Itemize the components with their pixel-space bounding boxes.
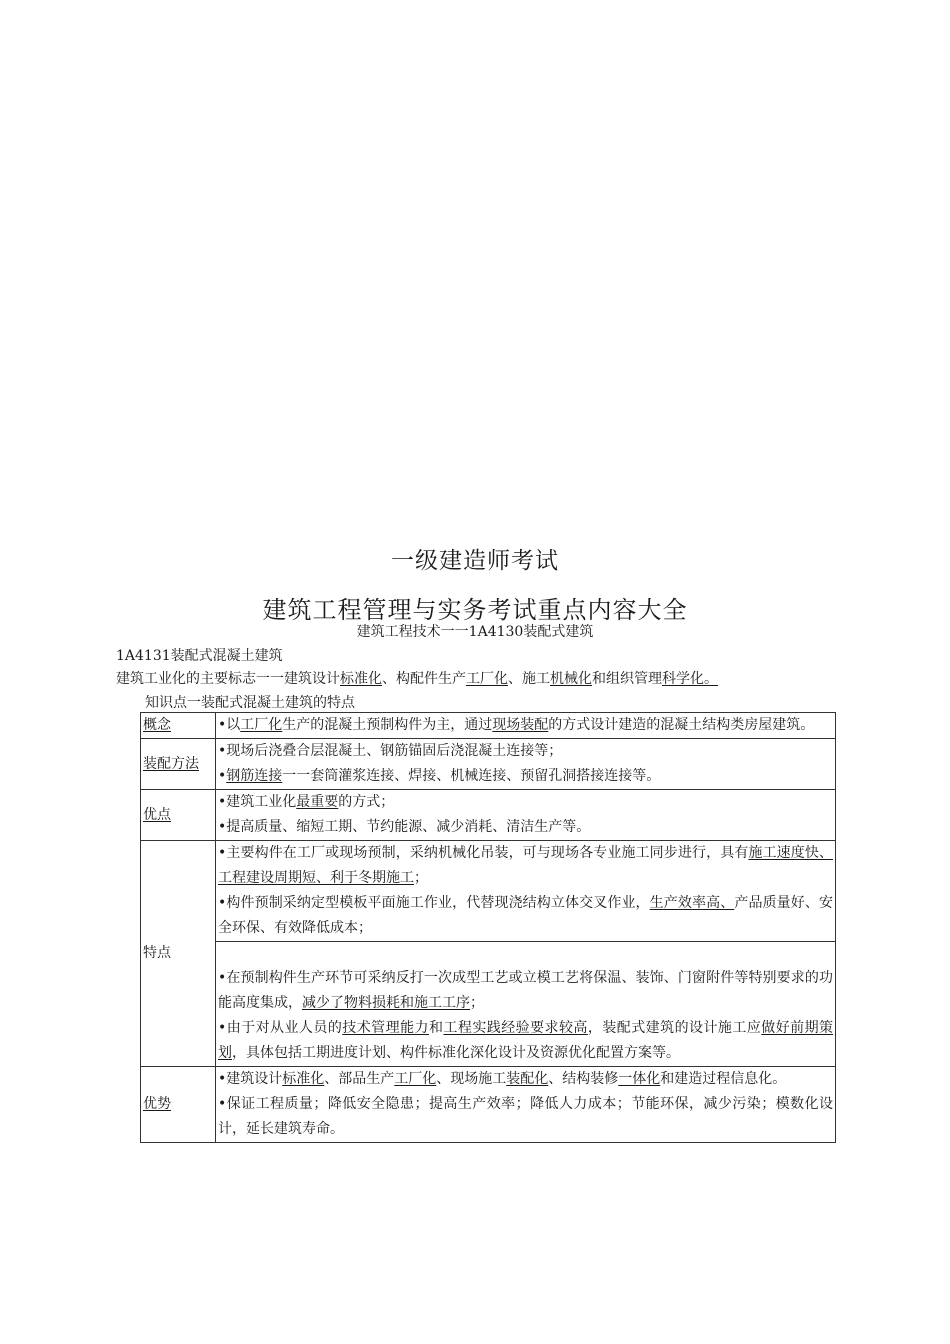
row-content-concept bbox=[216, 713, 836, 739]
document-title: 一级建造师考试 bbox=[391, 548, 559, 574]
row-content-pros bbox=[216, 790, 836, 841]
list-item: •建筑工业化最重要的方式； bbox=[218, 794, 395, 810]
table-row-pros bbox=[141, 790, 836, 841]
list-item: •主要构件在工厂或现场预制，采纳机械化吊装，可与现场各专业施工同步进行，具有施工速度快、工程建设周期短、利于冬期施工； bbox=[218, 845, 834, 886]
table-row-features-a bbox=[141, 841, 836, 942]
list-item: •以工厂化生产的混凝土预制构件为主，通过现场装配的方式设计建造的混凝土结构类房屋建筑。 bbox=[218, 717, 815, 733]
row-content-features-b bbox=[216, 942, 836, 1067]
intro-paragraph: 建筑工业化的主要标志一一建筑设计标准化、构配件生产工厂化、施工机械化和组织管理科学化。 bbox=[116, 671, 718, 687]
row-content-assembly bbox=[216, 739, 836, 790]
table-row-assembly bbox=[141, 739, 836, 790]
document-subtitle: 建筑工程技术一一1A4130装配式建筑 bbox=[356, 624, 594, 640]
section-heading: 1A4131装配式混凝土建筑 bbox=[116, 648, 283, 664]
list-item: •在预制构件生产环节可采纳反打一次成型工艺或立模工艺将保温、装饰、门窗附件等特别要求的功能高度集成，减少了物料损耗和施工工序； bbox=[218, 970, 833, 1011]
document-main-title: 建筑工程管理与实务考试重点内容大全 bbox=[262, 596, 688, 624]
row-label-assembly: 装配方法 bbox=[141, 739, 216, 790]
list-item: •构件预制采纳定型模板平面施工作业，代替现浇结构立体交叉作业，生产效率高、产品质量好、安全环保、有效降低成本； bbox=[218, 895, 834, 936]
table-row-advantages bbox=[141, 1067, 836, 1143]
list-item: •提高质量、缩短工期、节约能源、减少消耗、清洁生产等。 bbox=[218, 819, 591, 835]
row-content-features-a bbox=[216, 841, 836, 942]
table-row-features-b bbox=[141, 942, 836, 1067]
list-item: •现场后浇叠合层混凝土、钢筋锚固后浇混凝土连接等； bbox=[218, 743, 563, 759]
row-label-concept: 概念 bbox=[141, 713, 216, 739]
list-item: •保证工程质量；降低安全隐患；提高生产效率；降低人力成本；节能环保，减少污染；模数化设计，延长建筑寿命。 bbox=[218, 1096, 833, 1137]
list-item: •由于对从业人员的技术管理能力和工程实践经验要求较高，装配式建筑的设计施工应做好前期策划，具体包括工期进度计划、构件标准化深化设计及资源优化配置方案等。 bbox=[218, 1020, 834, 1061]
row-label-pros: 优点 bbox=[141, 790, 216, 841]
features-table bbox=[140, 712, 836, 1143]
knowledge-point-heading: 知识点一装配式混凝土建筑的特点 bbox=[145, 695, 355, 711]
list-item: •建筑设计标准化、部品生产工厂化、现场施工装配化、结构装修一体化和建造过程信息化。 bbox=[218, 1071, 787, 1087]
list-item: •钢筋连接一一套筒灌浆连接、焊接、机械连接、预留孔洞搭接连接等。 bbox=[218, 768, 661, 784]
row-content-advantages bbox=[216, 1067, 836, 1143]
row-label-features: 特点 bbox=[141, 841, 216, 1067]
table-row-concept bbox=[141, 713, 836, 739]
row-label-advantages: 优势 bbox=[141, 1067, 216, 1143]
